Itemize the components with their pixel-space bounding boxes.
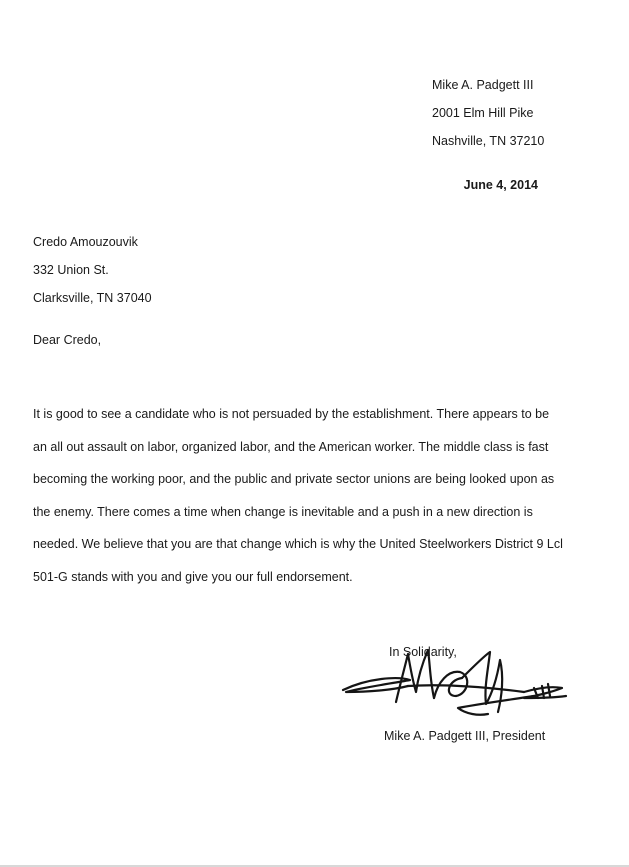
sender-address <box>432 71 544 155</box>
closing: In Solidarity, <box>389 645 457 659</box>
handwritten-signature <box>338 630 570 720</box>
body-line: an all out assault on labor, organized labor, and the American worker. The middle class is fast <box>33 439 549 454</box>
signer-name-title: Mike A. Padgett III, President <box>384 729 546 743</box>
recipient-name: Credo Amouzouvik <box>33 235 138 249</box>
recipient-city-state-zip: Clarksville, TN 37040 <box>33 291 152 305</box>
body-line: It is good to see a candidate who is not persuaded by the establishment. There appears to be <box>33 407 550 421</box>
sender-name: Mike A. Padgett III <box>432 78 534 92</box>
body-line: the enemy. There comes a time when change is inevitable and a push in a new direction is <box>33 504 533 519</box>
salutation: Dear Credo, <box>33 333 102 347</box>
signature-strokes <box>343 650 566 715</box>
letter-body <box>33 398 593 593</box>
recipient-address <box>33 228 152 312</box>
letter-date: June 4, 2014 <box>463 178 538 192</box>
sender-street: 2001 Elm Hill Pike <box>432 106 534 120</box>
sender-city-state-zip: Nashville, TN 37210 <box>432 134 545 148</box>
body-line: needed. We believe that you are that change which is why the United Steelworkers District 9 Lcl <box>33 537 563 551</box>
body-line: becoming the working poor, and the public and private sector unions are being looked upon as <box>33 472 555 486</box>
body-line: 501-G stands with you and give you our full endorsement. <box>33 569 353 584</box>
recipient-street: 332 Union St. <box>33 263 109 277</box>
